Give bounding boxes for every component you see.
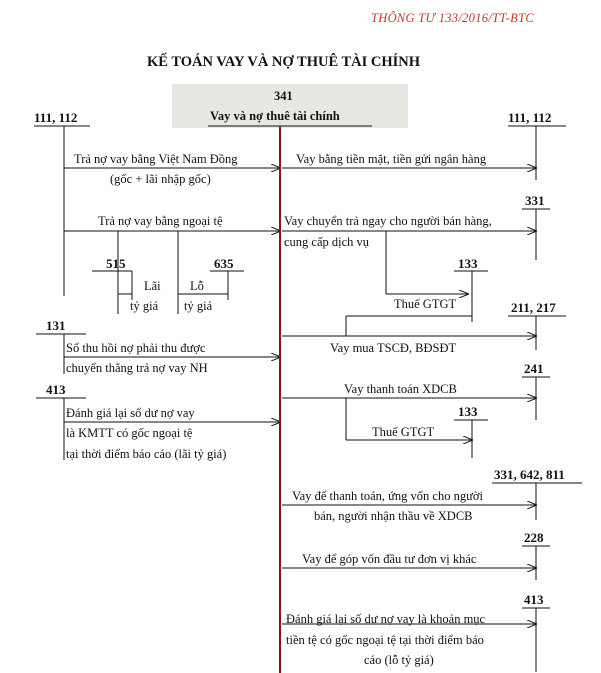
label-reval-right-1: Đánh giá lại số dư nợ vay là khoản mục <box>286 612 486 626</box>
label-fx-gain-2: tỷ giá <box>130 299 159 313</box>
label-repay-fx: Trả nợ vay bằng ngoại tệ <box>98 214 223 228</box>
label-fx-loss-2: tỷ giá <box>184 299 213 313</box>
center-account-number: 341 <box>274 89 293 103</box>
acct-131: 131 <box>46 318 66 333</box>
label-borrow-supplier-2: cung cấp dịch vụ <box>284 235 370 249</box>
label-borrow-supplier-1: Vay chuyển trả ngay cho người bán hàng, <box>284 214 492 228</box>
label-borrow-pay-1: Vay để thanh toán, ứng vốn cho người <box>292 489 483 503</box>
acct-331: 331 <box>525 193 545 208</box>
acct-211-217: 211, 217 <box>511 300 556 315</box>
acct-111-right: 111, 112 <box>508 110 552 125</box>
label-reval-left-1: Đánh giá lại số dư nợ vay <box>66 406 195 420</box>
label-reval-left-2: là KMTT có gốc ngoại tệ <box>66 426 193 440</box>
acct-635: 635 <box>214 256 234 271</box>
label-borrow-cash: Vay bằng tiền mặt, tiền gửi ngân hàng <box>296 152 487 166</box>
diagram-title: KẾ TOÁN VAY VÀ NỢ THUÊ TÀI CHÍNH <box>147 54 421 70</box>
label-reval-right-2: tiền tệ có gốc ngoại tệ tại thời điểm báo <box>286 633 484 647</box>
center-account-name: Vay và nợ thuê tài chính <box>210 109 340 123</box>
acct-413-right: 413 <box>524 592 544 607</box>
acct-228: 228 <box>524 530 544 545</box>
label-repay-vnd-2: (gốc + lãi nhập gốc) <box>110 172 211 186</box>
label-repay-vnd-1: Trả nợ vay bằng Việt Nam Đồng <box>74 152 238 166</box>
acct-133-a: 133 <box>458 256 478 271</box>
label-vat-a: Thuế GTGT <box>394 297 457 311</box>
label-fx-loss-1: Lỗ <box>190 279 204 293</box>
label-collect-2: chuyển thẳng trả nợ vay NH <box>66 361 208 375</box>
label-borrow-pay-2: bán, người nhận thầu về XDCB <box>314 509 473 523</box>
acct-133-b: 133 <box>458 404 478 419</box>
label-collect-1: Số thu hồi nợ phải thu được <box>66 341 206 355</box>
label-borrow-invest: Vay để góp vốn đầu tư đơn vị khác <box>302 552 477 566</box>
label-reval-left-3: tại thời điểm báo cáo (lãi tỷ giá) <box>66 447 227 461</box>
acct-515: 515 <box>106 256 126 271</box>
label-fx-gain-1: Lãi <box>144 279 161 293</box>
label-vat-b: Thuế GTGT <box>372 425 435 439</box>
acct-111-left: 111, 112 <box>34 110 78 125</box>
document-code: THÔNG TƯ 133/2016/TT-BTC <box>371 11 534 25</box>
label-borrow-assets: Vay mua TSCĐ, BĐSĐT <box>330 341 457 355</box>
acct-413-left: 413 <box>46 382 66 397</box>
label-reval-right-3: cáo (lỗ tỷ giá) <box>364 653 434 667</box>
acct-241: 241 <box>524 361 544 376</box>
label-borrow-capex: Vay thanh toán XDCB <box>344 382 457 396</box>
acct-331-642-811: 331, 642, 811 <box>494 467 565 482</box>
